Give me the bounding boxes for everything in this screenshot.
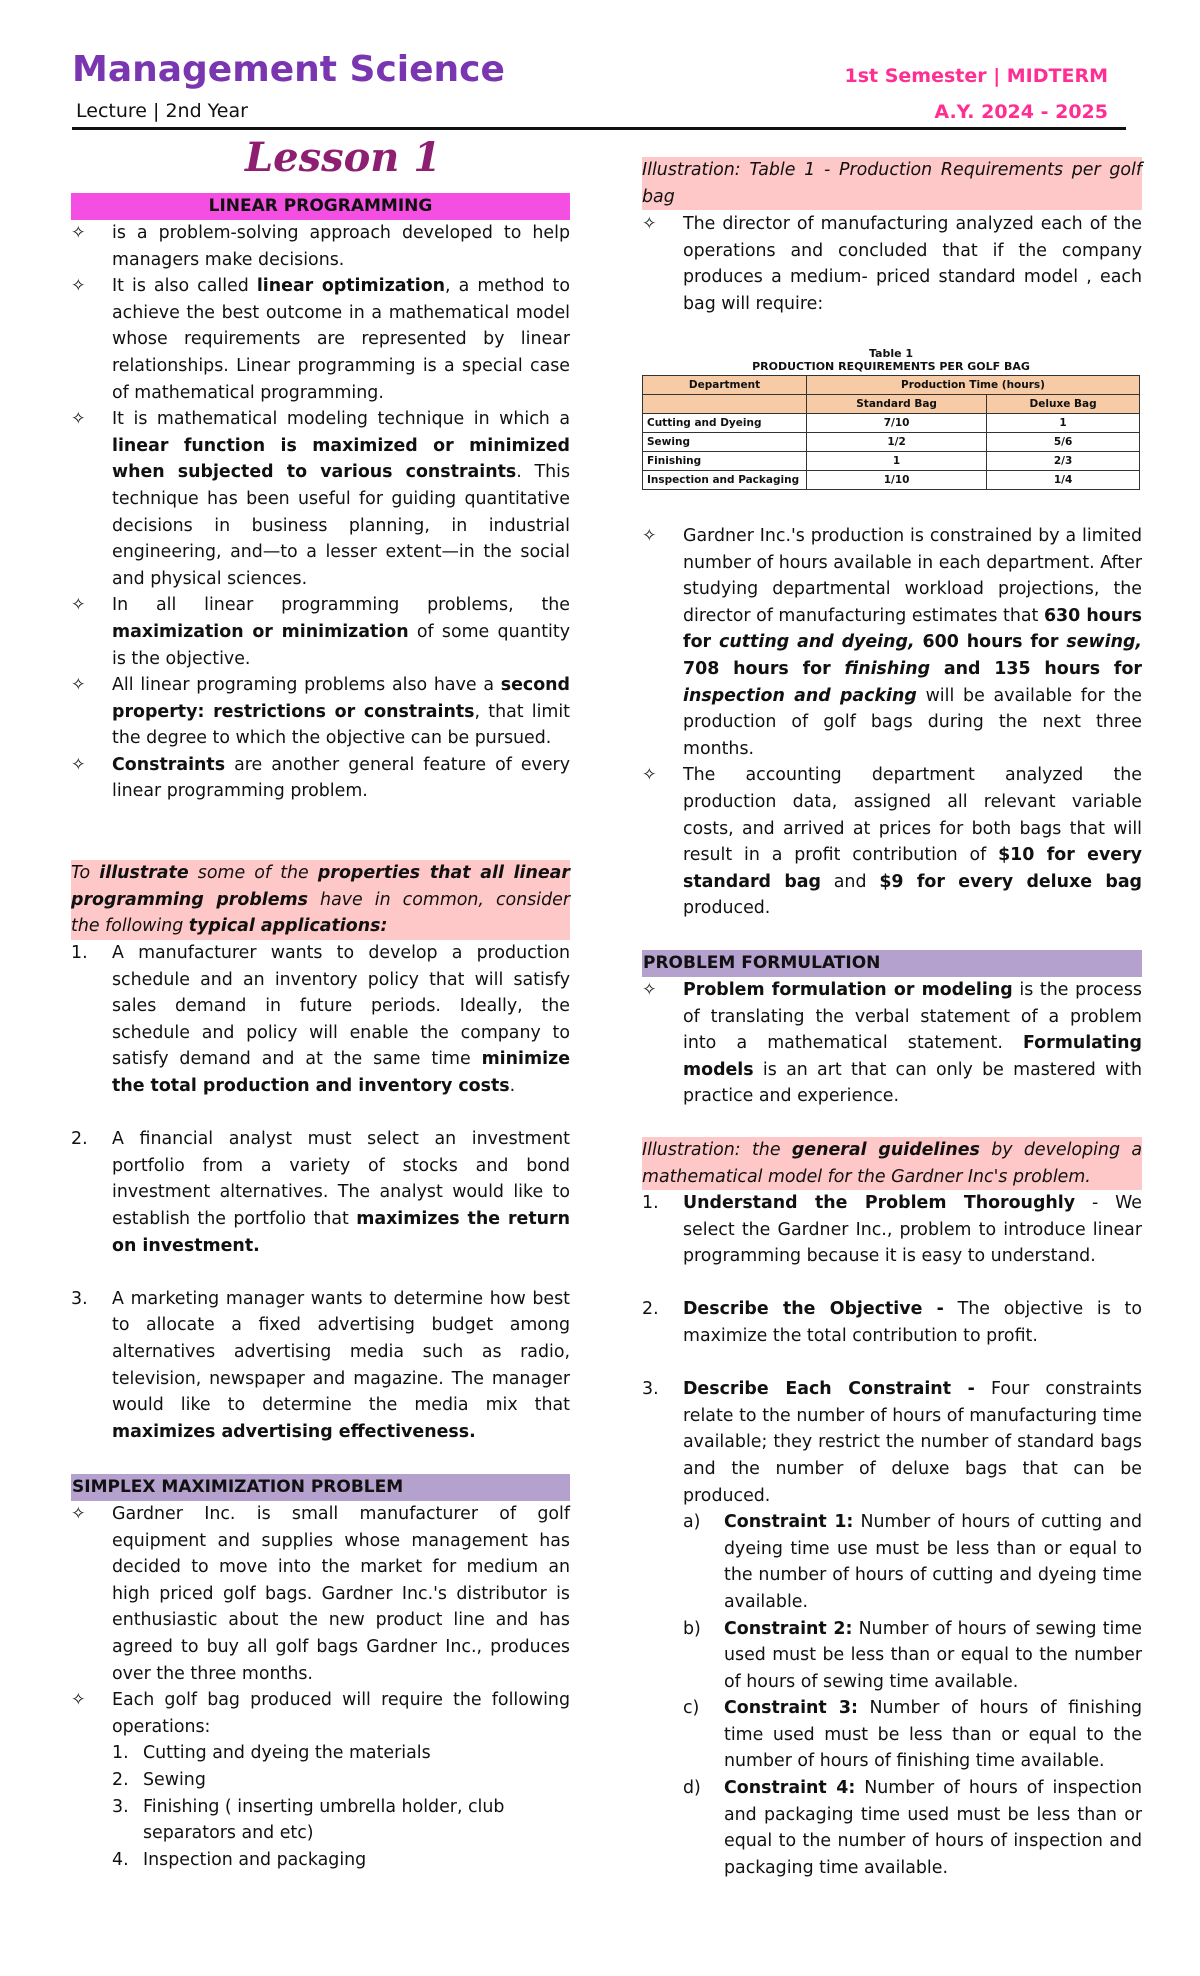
illustrate-callout: To illustrate some of the properties that all linear programming problems have in common, consider the following typical applications: <box>71 860 570 940</box>
operation-item: 2. Sewing <box>112 1769 206 1790</box>
bullet-star-icon: ✧ <box>71 1504 86 1524</box>
list-item: ✧ Gardner Inc. is small manufacturer of golf equipment and supplies whose management has decided to move into the market for medium an high priced golf bags. Gardner Inc.'s distributor is enthusiastic about the new product line and has agreed to buy all golf bags Gardner Inc., produces over the three months. <box>71 1501 570 1687</box>
section-heading-problem-formulation: PROBLEM FORMULATION <box>642 950 1142 977</box>
list-item: ✧ is a problem-solving approach developed to help managers make decisions. <box>71 220 570 273</box>
constraint-item: b) Constraint 2: Number of hours of sewing time used must be less than or equal to the number of hours of sewing time available. <box>683 1618 1142 1692</box>
table-row: Inspection and Packaging 1/10 1/4 <box>643 471 1140 490</box>
requirements-grid <box>642 375 1140 490</box>
bullet-star-icon: ✧ <box>71 223 86 243</box>
list-item: ✧ Each golf bag produced will require the following operations: <box>71 1687 570 1740</box>
bullet-star-icon: ✧ <box>71 409 86 430</box>
guidelines-callout: Illustration: the general guidelines by developing a mathematical model for the Gardner Inc's problem. <box>642 1137 1142 1190</box>
bullet-star-icon: ✧ <box>642 765 657 786</box>
col-standard-bag: Standard Bag <box>807 395 987 414</box>
constraint-item: c) Constraint 3: Number of hours of finishing time used must be less than or equal to the number of hours of finishing time available. <box>683 1698 1143 1772</box>
bullet-star-icon: ✧ <box>642 214 657 234</box>
bullet-star-icon: ✧ <box>71 595 86 616</box>
table-row: Cutting and Dyeing 7/10 1 <box>643 414 1140 433</box>
table-row: Sewing 1/2 5/6 <box>643 433 1140 452</box>
list-item: ✧ Problem formulation or modeling is the process of translating the verbal statement of a problem into a mathematical statement. Formulating models is an art that can only be mastered with practice and experience. <box>642 977 1142 1110</box>
academic-year-label: A.Y. 2024 - 2025 <box>934 101 1108 123</box>
table-row: Finishing 1 2/3 <box>643 452 1140 471</box>
col-department: Department <box>643 376 807 395</box>
operation-item: 3. Finishing ( inserting umbrella holder, club separators and etc) <box>112 1796 505 1844</box>
constraint-item: d) Constraint 4: Number of hours of inspection and packaging time used must be less than or equal to the number of hours of inspection and packaging time available. <box>683 1778 1142 1878</box>
course-subtitle: Lecture | 2nd Year <box>76 100 248 122</box>
director-item <box>642 211 1142 317</box>
list-item: 2. Describe the Objective - The objective is to maximize the total contribution to profit. <box>642 1299 1142 1346</box>
list-item: 1. A manufacturer wants to develop a production schedule and an inventory policy that will satisfy sales demand in future periods. Ideally, the schedule and policy will enable the company to satisfy demand and at the same time minimize the total production and inventory costs. <box>71 943 570 1096</box>
list-item: 3. Describe Each Constraint - Four constraints relate to the number of hours of manufacturing time available; they restrict the number of standard bags and the number of deluxe bags that can be produced. <box>642 1379 1142 1506</box>
list-item: ✧ The director of manufacturing analyzed each of the operations and concluded that if the company produces a medium- priced standard model , each bag will require: <box>642 211 1142 317</box>
section-heading-simplex: SIMPLEX MAXIMIZATION PROBLEM <box>71 1474 570 1501</box>
semester-label: 1st Semester | MIDTERM <box>844 65 1108 87</box>
list-item: ✧ Constraints are another general feature of every linear programming problem. <box>71 752 570 805</box>
list-item: ✧ Gardner Inc.'s production is constrained by a limited number of hours available in each department. After studying departmental workload projections, the director of manufacturing estimates that 630 hours for cutting and dyeing, 600 hours for sewing, 708 hours for finishing and 135 hours for inspection and packing will be available for the production of golf bags during the next three months. <box>642 523 1142 762</box>
bullet-star-icon: ✧ <box>642 980 657 1000</box>
operation-item: 4. Inspection and packaging <box>112 1849 367 1870</box>
bullet-star-icon: ✧ <box>71 754 86 775</box>
lesson-title: Lesson 1 <box>245 134 442 181</box>
operation-item: 1. Cutting and dyeing the materials <box>112 1743 431 1764</box>
list-item: ✧ It is also called linear optimization, a method to achieve the best outcome in a mathematical model whose requirements are represented by linear relationships. Linear programming is a special case of mathematical programming. <box>71 273 570 406</box>
list-item: 1. Understand the Problem Thoroughly - We select the Gardner Inc., problem to introduce linear programming because it is easy to understand. <box>642 1193 1142 1267</box>
list-item: ✧ It is mathematical modeling technique in which a linear function is maximized or minimized when subjected to various constraints. This technique has been useful for guiding quantitative decisions in business planning, in industrial engineering, and—to a lesser extent—in the social and physical sciences. <box>71 406 570 592</box>
bullet-star-icon: ✧ <box>642 526 657 546</box>
bullet-star-icon: ✧ <box>71 675 86 696</box>
table-label: Table 1 <box>868 347 914 360</box>
applications-list <box>71 940 570 1445</box>
bullet-star-icon: ✧ <box>71 1690 86 1711</box>
simplex-list <box>71 1501 570 1873</box>
list-item: ✧ The accounting department analyzed the production data, assigned all relevant variable costs, and arrived at prices for both bags that will result in a profit contribution of $10 for every standard bag and $9 for every deluxe bag produced. <box>642 762 1142 922</box>
lp-bullet-list <box>71 220 570 805</box>
header-divider <box>72 127 1126 130</box>
list-item: ✧ All linear programing problems also have a second property: restrictions or constraints, that limit the degree to which the objective can be pursued. <box>71 672 570 752</box>
col-production-time: Production Time (hours) <box>807 376 1140 395</box>
list-item: ✧ In all linear programming problems, the maximization or minimization of some quantity is the objective. <box>71 592 570 672</box>
course-title: Management Science <box>72 49 505 90</box>
col-deluxe-bag: Deluxe Bag <box>987 395 1140 414</box>
production-requirements-table <box>642 347 1140 490</box>
section-heading-linear-programming: LINEAR PROGRAMMING <box>71 193 570 220</box>
constraint-item: a) Constraint 1: Number of hours of cutting and dyeing time use must be less than or equal to the number of hours of cutting and dyeing time available. <box>683 1512 1142 1612</box>
problem-formulation-list <box>642 977 1142 1110</box>
list-item: 3. A marketing manager wants to determine how best to allocate a fixed advertising budget among alternatives advertising media such as radio, television, newspaper and magazine. The manager would like to determine the media mix that maximizes advertising effectiveness. <box>71 1288 570 1442</box>
bullet-star-icon: ✧ <box>71 276 86 297</box>
guidelines-list <box>642 1190 1142 1881</box>
gardner-constraints-list <box>642 523 1142 922</box>
table-illustration-callout: Illustration: Table 1 - Production Requirements per golf bag <box>642 157 1142 210</box>
list-item: 2. A financial analyst must select an investment portfolio from a variety of stocks and bond investment alternatives. The analyst would like to establish the portfolio that maximizes the return on investment. <box>71 1129 570 1256</box>
table-title: PRODUCTION REQUIREMENTS PER GOLF BAG <box>752 360 1030 373</box>
